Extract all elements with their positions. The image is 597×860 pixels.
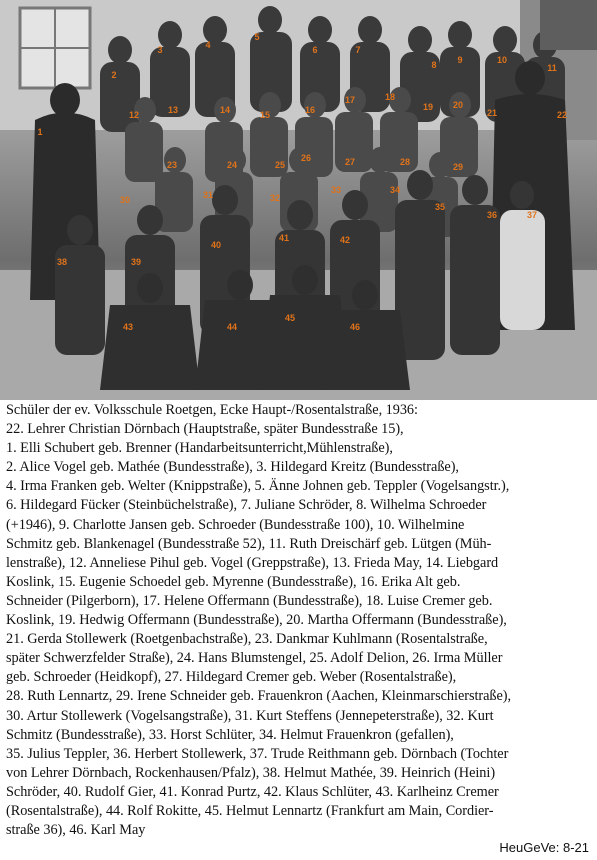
caption-line: geb. Schroeder (Heidkopf), 27. Hildegard Cremer geb. Weber (Rosentalstraße), (6, 669, 457, 686)
caption-line: Koslink, 15. Eugenie Schoedel geb. Myrenne (Bundesstraße), 16. Erika Alt geb. (6, 573, 461, 590)
caption-line: (Rosentalstraße), 44. Rolf Rokitte, 45. Helmut Lennartz (Frankfurt am Main, Cordier- (6, 802, 494, 819)
photo-label: 2 (111, 70, 117, 80)
caption-line: später Schwerzfelder Straße), 24. Hans Blumstengel, 25. Adolf Delion, 26. Irma Müller (6, 650, 503, 667)
caption-line: 6. Hildegard Fücker (Steinbüchelstraße), 7. Juliane Schröder, 8. Wilhelma Schroeder (6, 497, 487, 514)
photo-label: 9 (457, 55, 463, 65)
photo-label: 30 (119, 195, 131, 205)
caption-line: Schmitz (Bundesstraße), 33. Horst Schlüter, 34. Helmut Frauenkron (gefallen), (6, 726, 454, 743)
photo-label: 16 (304, 105, 316, 115)
photo-label: 26 (300, 153, 312, 163)
photo-label: 42 (339, 235, 351, 245)
caption-line: (+1946), 9. Charlotte Jansen geb. Schroeder (Bundesstraße 100), 10. Wilhelmine (6, 516, 465, 533)
photo-label: 13 (167, 105, 179, 115)
caption-line: 28. Ruth Lennartz, 29. Irene Schneider geb. Frauenkron (Aachen, Kleinmarschierstraße), (6, 688, 512, 705)
photo-label: 20 (452, 100, 464, 110)
photo-label: 31 (202, 190, 214, 200)
photo-label: 38 (56, 257, 68, 267)
photo-label: 33 (330, 185, 342, 195)
caption-line: Koslink, 19. Hedwig Offermann (Bundesstraße), 20. Martha Offermann (Bundesstraße), (6, 612, 507, 629)
photo-label: 35 (434, 202, 446, 212)
caption-line: straße 36), 46. Karl May (6, 822, 146, 839)
photo-label: 32 (269, 193, 281, 203)
photo-label: 8 (431, 60, 437, 70)
photo-label: 45 (284, 313, 296, 323)
caption-line: 2. Alice Vogel geb. Mathée (Bundesstraße), 3. Hildegard Kreitz (Bundesstraße), (6, 459, 459, 476)
caption-line: 1. Elli Schubert geb. Brenner (Handarbeitsunterricht,Mühlenstraße), (6, 440, 393, 457)
photo-label: 37 (526, 210, 538, 220)
photo-label: 4 (205, 40, 211, 50)
photo-label: 17 (344, 95, 356, 105)
caption-line: 21. Gerda Stollewerk (Roetgenbachstraße), 23. Dankmar Kuhlmann (Rosentalstraße, (6, 631, 488, 648)
photo-label: 5 (254, 32, 260, 42)
photo-label: 34 (389, 185, 401, 195)
photo-label: 21 (486, 108, 498, 118)
photo-graphic (0, 0, 597, 400)
photo-label: 24 (226, 160, 238, 170)
photo-label: 41 (278, 233, 290, 243)
class-photo (0, 0, 597, 400)
caption-line: Schneider (Pilgerborn), 17. Helene Offermann (Bundesstraße), 18. Luise Cremer geb. (6, 592, 493, 609)
caption-line: 4. Irma Franken geb. Welter (Knippstraße), 5. Änne Johnen geb. Teppler (Vogelsangstr.), (6, 478, 510, 495)
caption-line: von Lehrer Dörnbach, Rockenhausen/Pfalz), 38. Helmut Mathée, 39. Heinrich (Heini) (6, 764, 496, 781)
photo-label: 11 (547, 63, 557, 73)
photo-label: 40 (210, 240, 222, 250)
source-reference: HeuGeVe: 8-21 (499, 840, 589, 855)
photo-label: 12 (128, 110, 140, 120)
photo-label: 44 (226, 322, 238, 332)
photo-label: 15 (259, 110, 271, 120)
caption-line: lenstraße), 12. Anneliese Pihul geb. Vogel (Greppstraße), 13. Frieda May, 14. Liebgard (6, 554, 499, 571)
caption-line: 22. Lehrer Christian Dörnbach (Hauptstraße, später Bundesstraße 15), (6, 421, 404, 438)
photo-label: 14 (219, 105, 231, 115)
photo-label: 25 (274, 160, 286, 170)
photo-label: 7 (355, 45, 361, 55)
photo-label: 18 (384, 92, 396, 102)
photo-caption (6, 401, 592, 840)
photo-label: 3 (157, 45, 163, 55)
caption-line: 35. Julius Teppler, 36. Herbert Stollewerk, 37. Trude Reithmann geb. Dörnbach (Tochter (6, 745, 509, 762)
photo-label: 36 (486, 210, 498, 220)
photo-label: 43 (122, 322, 134, 332)
photo-label: 10 (496, 55, 508, 65)
photo-label: 28 (399, 157, 411, 167)
caption-line: Schröder, 40. Rudolf Gier, 41. Konrad Purtz, 42. Klaus Schlüter, 43. Karlheinz Cremer (6, 783, 499, 800)
photo-label: 46 (349, 322, 361, 332)
caption-line: 30. Artur Stollewerk (Vogelsangstraße), 31. Kurt Steffens (Jennepeterstraße), 32. Kurt (6, 707, 494, 724)
photo-label: 23 (166, 160, 178, 170)
photo-label: 6 (312, 45, 318, 55)
photo-label: 1 (37, 127, 43, 137)
caption-line: Schmitz geb. Blankenagel (Bundesstraße 52), 11. Ruth Dreischärf geb. Lütgen (Müh- (6, 535, 492, 552)
caption-line: Schüler der ev. Volksschule Roetgen, Ecke Haupt-/Rosentalstraße, 1936: (6, 402, 418, 418)
photo-label: 19 (422, 102, 434, 112)
photo-label: 29 (452, 162, 464, 172)
photo-label: 39 (130, 257, 142, 267)
photo-label: 27 (344, 157, 356, 167)
photo-label: 22 (556, 110, 568, 120)
